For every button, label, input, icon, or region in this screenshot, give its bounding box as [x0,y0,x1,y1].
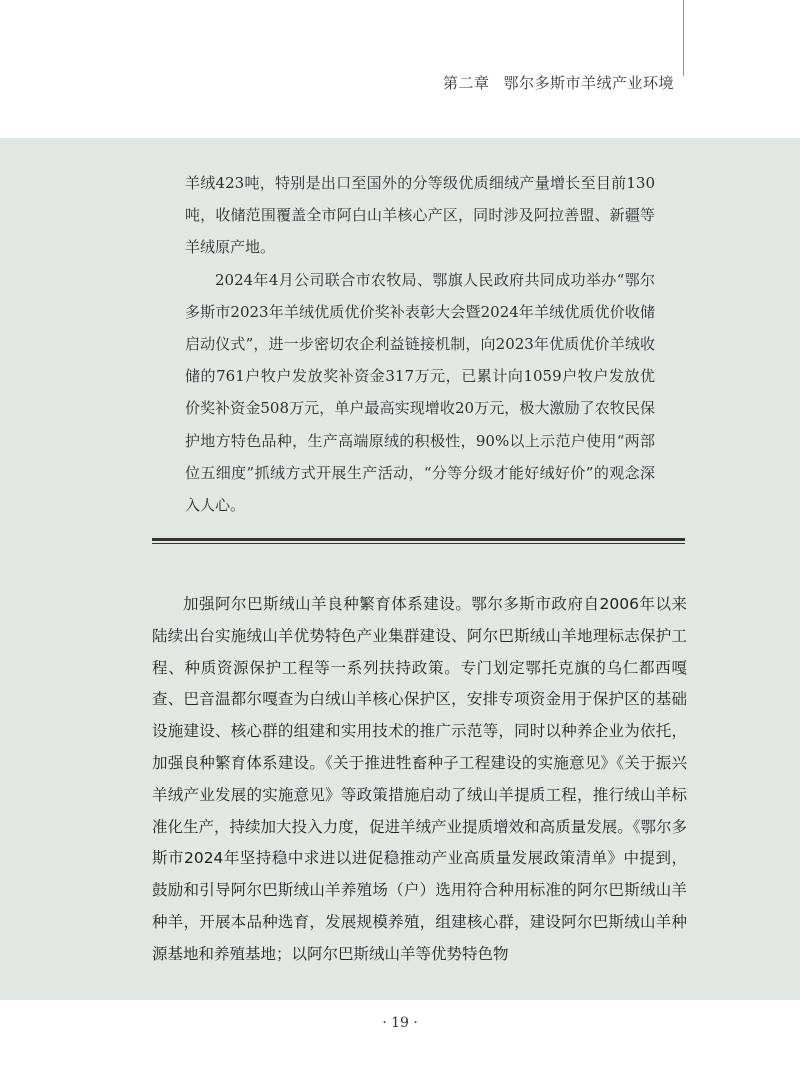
running-header [443,72,674,93]
case-box-paragraph: 羊绒423吨，特别是出口至国外的分等级优质细绒产量增长至目前130吨，收储范围覆盖全市阿白山羊核心产区，同时涉及阿拉善盟、新疆等羊绒原产地。 [185,174,655,257]
header-vertical-rule [683,0,684,76]
case-box-text [185,167,655,521]
chapter-number: 第二章 [442,74,490,92]
case-box-rule [152,543,685,544]
body-paragraph: 加强阿尔巴斯绒山羊良种繁育体系建设。鄂尔多斯市政府自2006年以来陆续出台实施绒山羊优势特色产业集群建设、阿尔巴斯绒山羊地理标志保护工程、种质资源保护工程等一系列扶持政策。专门划定鄂托克旗的乌仁都西嘎查、巴音温都尔嘎查为白绒山羊核心保护区，安排专项资金用于保护区的基础设施建设、核心群的组建和实用技术的推广示范等，同时以种养企业为依托，加强良种繁育体系建设。《关于推进牲畜种子工程建设的实施意见》《关于振兴羊绒产业发展的实施意见》等政策措施启动了绒山羊提质工程，推行绒山羊标准化生产，持续加大投入力度，促进羊绒产业提质增效和高质量发展。《鄂尔多斯市2024年坚持稳中求进以进促稳推动产业高质量发展政策清单》中提到，鼓励和引导阿尔巴斯绒山羊养殖场（户）选用符合种用标准的阿尔巴斯绒山羊种羊，开展本品种选育，发展规模养殖，组建核心群，建设阿尔巴斯绒山羊种源基地和养殖基地；以阿尔巴斯绒山羊等优势特色物 [152,595,687,963]
main-body-text [152,589,687,971]
chapter-title: 鄂尔多斯市羊绒产业环境 [503,74,674,92]
case-box-rule [152,538,685,541]
page-number: · 19 · [382,1015,418,1031]
case-box-paragraph: 2024年4月公司联合市农牧局、鄂旗人民政府共同成功举办“鄂尔多斯市2023年羊绒优质优价奖补表彰大会暨2024年羊绒优质优价收储启动仪式”，进一步密切农企利益链接机制，向2023年优质优价羊绒收储的761户牧户发放奖补资金317万元，已累计向1059户牧户发放优价奖补资金508万元，单户最高实现增收20万元，极大激励了农牧民保护地方特色品种，生产高端原绒的积极性，90%以上示范户使用“两部位五细度”抓绒方式开展生产活动，“分等分级才能好绒好价”的观念深入人心。 [185,270,655,515]
